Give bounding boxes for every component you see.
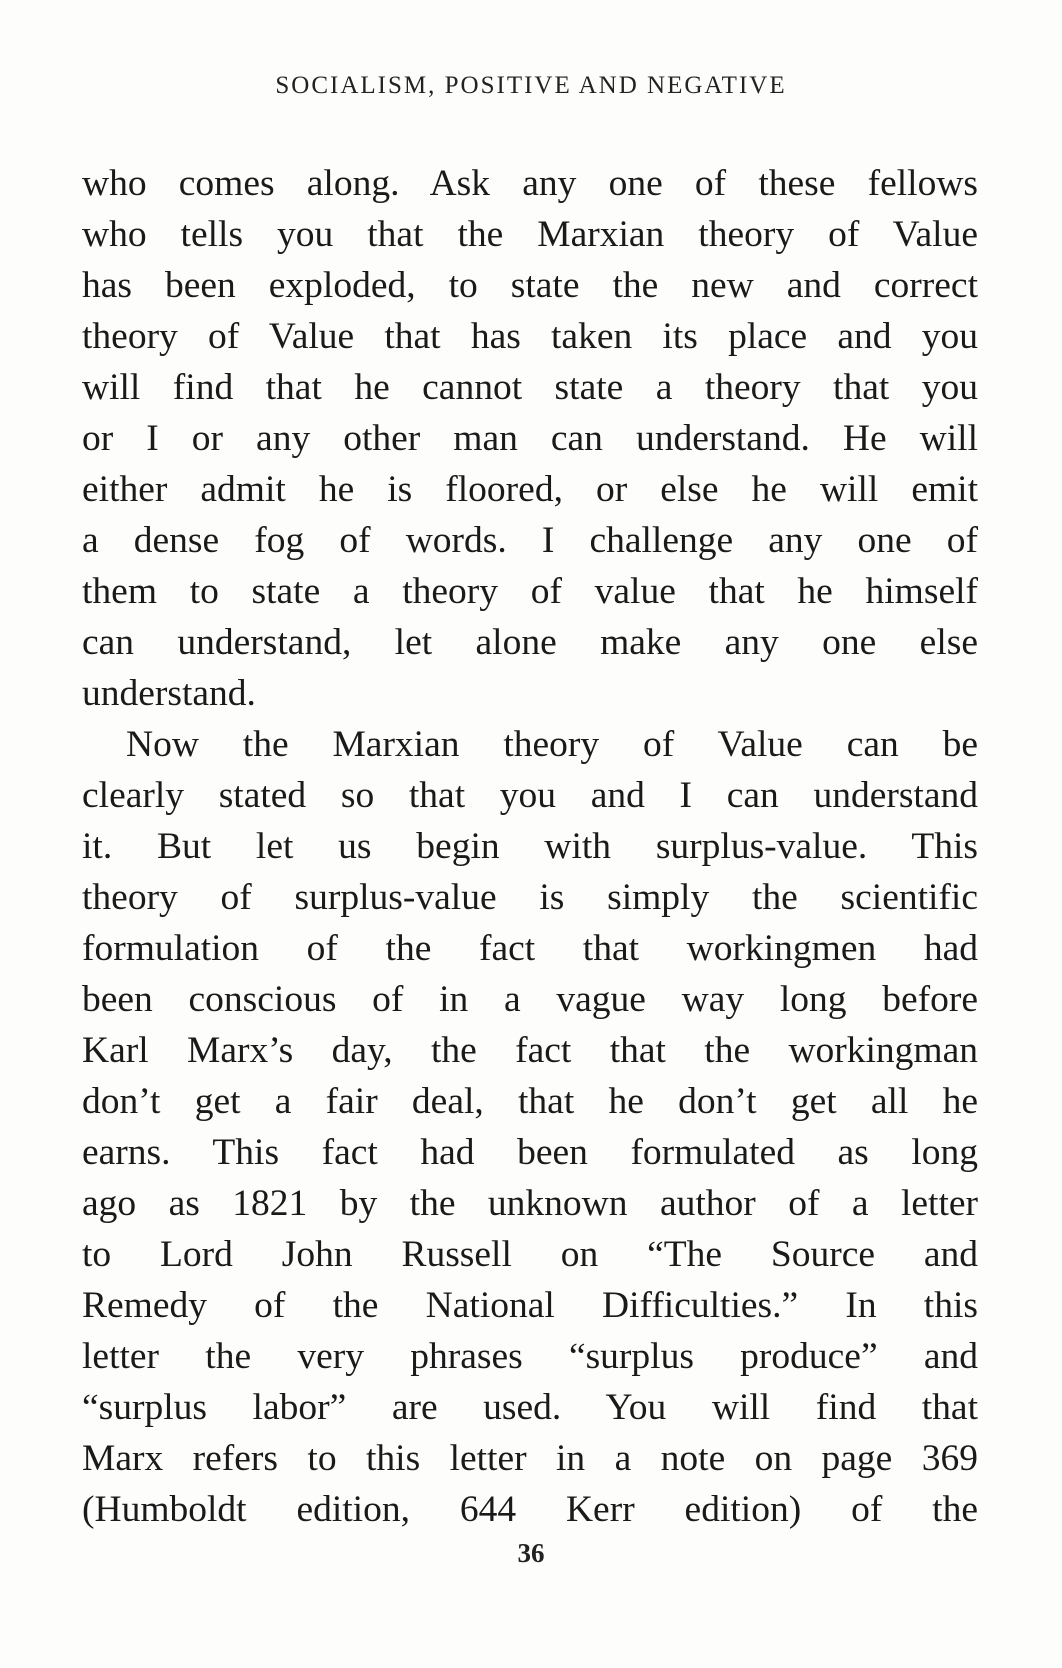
running-head: SOCIALISM, POSITIVE AND NEGATIVE — [275, 72, 787, 99]
text-line: formulation of the fact that workingmen had — [82, 928, 978, 969]
text-line: clearly stated so that you and I can understand — [82, 775, 978, 816]
text-line: theory of surplus-value is simply the scientific — [82, 877, 978, 918]
text-line: or I or any other man can understand. He will — [82, 418, 978, 459]
text-line: ago as 1821 by the unknown author of a letter — [82, 1183, 978, 1224]
paragraph-1 — [82, 158, 978, 719]
text-line: letter the very phrases “surplus produce” and — [82, 1336, 978, 1377]
text-line: theory of Value that has taken its place and you — [82, 316, 978, 357]
text-line: a dense fog of words. I challenge any one of — [82, 520, 978, 561]
text-line: can understand, let alone make any one else — [82, 622, 978, 663]
text-line: to Lord John Russell on “The Source and — [82, 1234, 978, 1275]
page-number: 36 — [517, 1538, 545, 1568]
text-line: Marx refers to this letter in a note on page 369 — [82, 1438, 978, 1479]
text-line: them to state a theory of value that he himself — [82, 571, 978, 612]
text-line: don’t get a fair deal, that he don’t get all he — [82, 1081, 978, 1122]
text-line: who tells you that the Marxian theory of Value — [82, 214, 978, 255]
text-line: either admit he is floored, or else he will emit — [82, 469, 978, 510]
text-line: been conscious of in a vague way long before — [82, 979, 978, 1020]
text-line: Remedy of the National Difficulties.” In this — [82, 1285, 978, 1326]
paragraph-2 — [82, 719, 978, 1535]
text-line: understand. — [82, 673, 256, 714]
body-text — [82, 158, 978, 1535]
text-line: earns. This fact had been formulated as long — [82, 1132, 978, 1173]
text-line: “surplus labor” are used. You will find that — [82, 1387, 978, 1428]
text-line: Karl Marx’s day, the fact that the workingman — [82, 1030, 978, 1071]
text-line: Now the Marxian theory of Value can be — [126, 724, 978, 765]
text-line: (Humboldt edition, 644 Kerr edition) of the — [82, 1489, 978, 1530]
text-line: will find that he cannot state a theory that you — [82, 367, 978, 408]
text-line: it. But let us begin with surplus-value. This — [82, 826, 978, 867]
text-line: who comes along. Ask any one of these fellows — [82, 163, 978, 204]
text-line: has been exploded, to state the new and correct — [82, 265, 978, 306]
